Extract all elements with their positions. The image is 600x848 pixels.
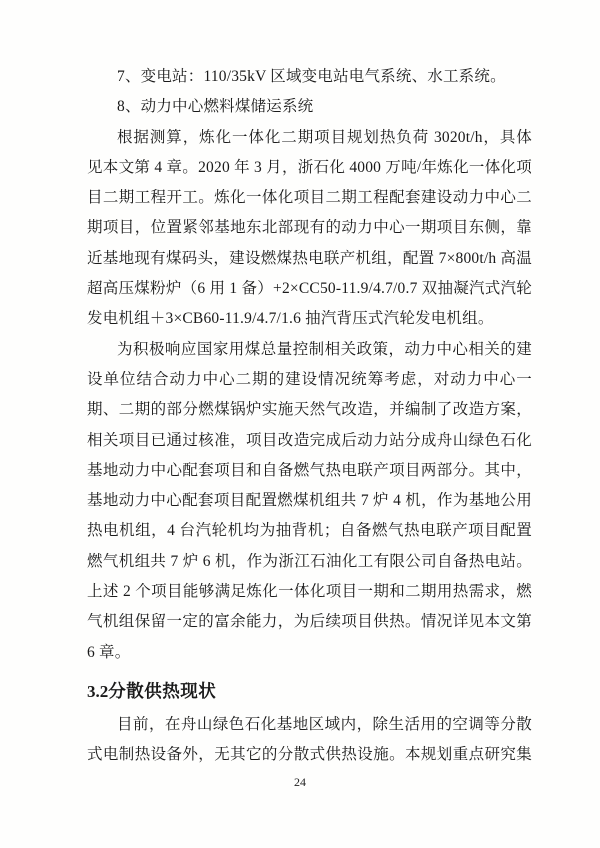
text-line: 上述 2 个项目能够满足炼化一体化项目一期和二期用热需求，燃	[87, 583, 532, 601]
text-line: 热电机组，4 台汽轮机均为抽背机；自备燃气热电联产项目配置	[87, 522, 532, 540]
text-line: 为积极响应国家用煤总量控制相关政策，动力中心相关的建	[117, 340, 532, 358]
text-line: 基地动力中心配套项目配置燃煤机组共 7 炉 4 机，作为基地公用	[87, 492, 532, 510]
section-heading	[87, 675, 532, 708]
text-line: 式电制热设备外，无其它的分散式供热设施。本规划重点研究集	[87, 746, 532, 764]
heading-title: 分散供热现状	[108, 680, 217, 701]
heading-number: 3.2	[87, 681, 109, 701]
paragraph	[87, 335, 532, 668]
paragraph	[87, 92, 532, 122]
paragraph	[87, 123, 532, 335]
text-line: 基地动力中心配套项目和自备燃气热电联产项目两部分。其中，	[87, 461, 532, 479]
text-line: 目前，在舟山绿色石化基地区域内，除生活用的空调等分散	[117, 715, 532, 733]
text-line: 燃气机组共 7 炉 6 机，作为浙江石油化工有限公司自备热电站。	[87, 552, 532, 570]
text-line: 根据测算，炼化一体化二期项目规划热负荷 3020t/h，具体	[117, 128, 532, 146]
text-line: 超高压煤粉炉（6 用 1 备）+2×CC50-11.9/4.7/0.7 双抽凝汽式汽轮	[87, 280, 532, 298]
text-line: 相关项目已通过核准，项目改造完成后动力站分成舟山绿色石化	[87, 431, 532, 449]
text-line: 期、二期的部分燃煤锅炉实施天然气改造，并编制了改造方案，	[87, 401, 532, 419]
paragraph	[87, 62, 532, 92]
text-line: 发电机组＋3×CB60-11.9/4.7/1.6 抽汽背压式汽轮发电机组。	[87, 310, 494, 328]
paragraph	[87, 710, 532, 771]
page-number: 24	[294, 775, 306, 789]
text-line: 目二期工程开工。炼化一体化项目二期工程配套建设动力中心二	[87, 189, 532, 207]
text-line: 6 章。	[87, 643, 131, 661]
body-text	[87, 62, 532, 771]
text-line: 见本文第 4 章。2020 年 3 月，浙石化 4000 万吨/年炼化一体化项	[87, 158, 532, 176]
text-line: 期项目，位置紧邻基地东北部现有的动力中心一期项目东侧，靠	[87, 219, 532, 237]
text-line: 7、变电站：110/35kV 区域变电站电气系统、水工系统。	[117, 68, 506, 85]
text-line: 气机组保留一定的富余能力，为后续项目供热。情况详见本文第	[87, 613, 532, 631]
text-line: 8、动力中心燃料煤储运系统	[117, 98, 314, 116]
text-line: 近基地现有煤码头，建设燃煤热电联产机组，配置 7×800t/h 高温	[87, 249, 532, 267]
text-line: 设单位结合动力中心二期的建设情况统筹考虑，对动力中心一	[87, 370, 532, 388]
